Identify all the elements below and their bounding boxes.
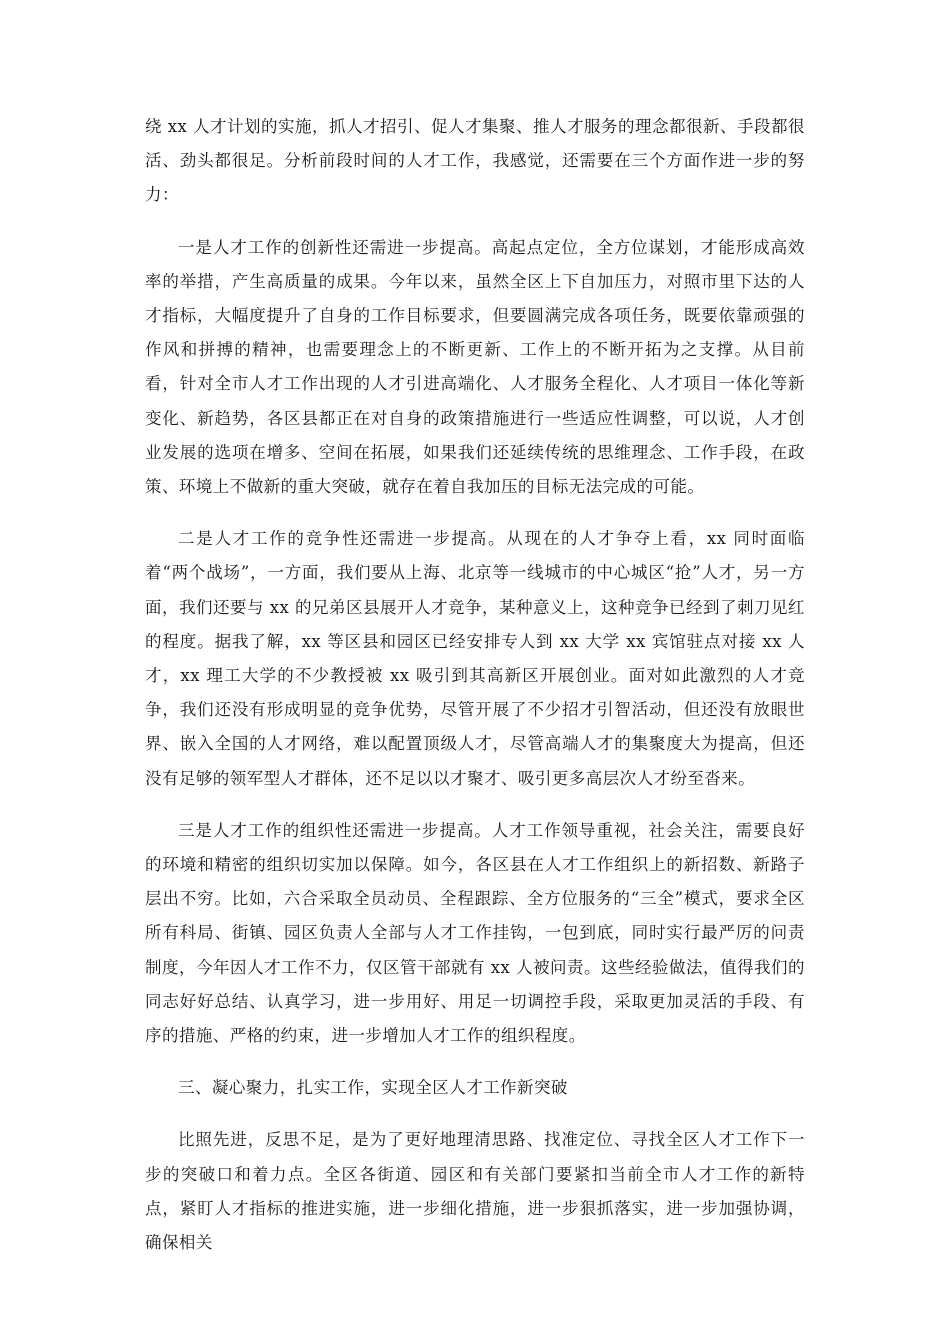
paragraph-breakthrough: 比照先进，反思不足，是为了更好地理清思路、找准定位、寻找全区人才工作下一步的突破口和着力点。全区各街道、园区和有关部门要紧扣当前全市人才工作的新特点，紧盯人才指标的推进实施，进一步细化措施，进一步狠抓落实，进一步加强协调，确保相关 — [145, 1130, 805, 1253]
section-heading: 三、凝心聚力，扎实工作，实现全区人才工作新突破 — [178, 1078, 568, 1098]
paragraph-intro-continuation: 绕 xx 人才计划的实施，抓人才招引、促人才集聚、推人才服务的理念都很新、手段都很活、劲头都很足。分析前段时间的人才工作，我感觉，还需要在三个方面作进一步的努力： — [145, 117, 805, 205]
paragraph-competition: 二是人才工作的竞争性还需进一步提高。从现在的人才争夺上看，xx 同时面临着“两个战场”，一方面，我们要从上海、北京等一线城市的中心城区“抢”人才，另一方面，我们还要与 xx 的兄弟区县展开人才竞争，某种意义上，这种竞争已经到了刺刀见红的程度。据我了解，xx 等区县和园区已经安排专人到 xx 大学 xx 宾馆驻点对接 xx 人才，xx 理工大学的不少教授被 xx 吸引到其高新区开展创业。面对如此激烈的人才竞争，我们还没有形成明显的竞争优势，尽管开展了不少招才引智活动，但还没有放眼世界、嵌入全国的人才网络，难以配置顶级人才，尽管高端人才的集聚度大为提高，但还没有足够的领军型人才群体，还不足以以才聚才、吸引更多高层次人才纷至沓来。 — [145, 529, 805, 788]
paragraph-innovation: 一是人才工作的创新性还需进一步提高。高起点定位，全方位谋划，才能形成高效率的举措，产生高质量的成果。今年以来，虽然全区上下自加压力，对照市里下达的人才指标，大幅度提升了自身的工作目标要求，但要圆满完成各项任务，既要依靠顽强的作风和拼搏的精神，也需要理念上的不断更新、工作上的不断开拓为之支撑。从目前看，针对全市人才工作出现的人才引进高端化、人才服务全程化、人才项目一体化等新变化、新趋势，各区县都正在对自身的政策措施进行一些适应性调整，可以说，人才创业发展的选项在增多、空间在拓展，如果我们还延续传统的思维理念、工作手段，在政策、环境上不做新的重大突破，就存在着自我加压的目标无法完成的可能。 — [145, 237, 805, 497]
paragraph-organization: 三是人才工作的组织性还需进一步提高。人才工作领导重视，社会关注，需要良好的环境和精密的组织切实加以保障。如今，各区县在人才工作组织上的新招数、新路子层出不穷。比如，六合采取全员动员、全程跟踪、全方位服务的“三全”模式，要求全区所有科局、街镇、园区负责人全部与人才工作挂钩，一包到底，同时实行最严厉的问责制度，今年因人才工作不力，仅区管干部就有 xx 人被问责。这些经验做法，值得我们的同志好好总结、认真学习，进一步用好、用足一切调控手段，采取更加灵活的手段、有序的措施、严格的约束，进一步增加人才工作的组织程度。 — [145, 820, 805, 1046]
document-body — [145, 110, 805, 1278]
